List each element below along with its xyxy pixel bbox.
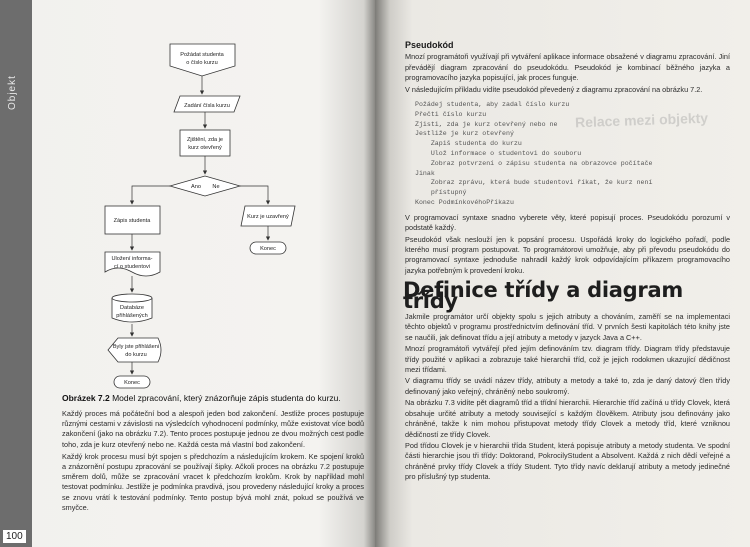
flowchart [100,36,300,396]
flow-start-line1: Požádat studenta [180,52,224,58]
example-intro: V následujícím příkladu vidíte pseudokód převedený z diagramu zpracování na obrázku 7.2. [405,84,703,94]
flow-start-node [170,44,235,76]
after-code-paragraph: V programovací syntaxe snadno vyberete věty, které popisují proces. Pseudokódu porozumí v podstatě každý. [405,212,730,233]
flow-check-line2: kurz otevřený [188,145,222,151]
flow-save-line2: cí o studentovi [113,264,151,270]
flow-confirm-node [108,338,161,362]
right-page-content [405,40,730,484]
flow-db-line1: Databáze [120,305,144,311]
left-paragraph: Každý krok procesu musí být spojen s předchozím a následujícím krokem. Ke spojení kroků a znázornění postupu zpracování se používají šipky. Ačkoli proces na obrázku 7.2 postupuje směrem dolů, může se zpracování vracet k předchozím krokům. Krok by například mohl testovat podmínku. Jestliže je podmínka pravdivá, jsou provedeny následující kroky a proces se znovu vrátí k testování podmínky. Tento postup bývá mohl znát, pokud se používá ve smyčce. [62,451,364,512]
section-paragraph: Pod třídou Clovek je v hierarchii třída Student, která popisuje atributy a metody studenta. Ve spodní části hierarchie jsou tři třídy: Doktorand, PokrocilyStudent a Absolvent. Každá z nich dědí veřejné a chráněné prvky třídy Clovek a třídy Student. Tyto třídy navíc deklarují atributy a metody jedinečné pro příslušný typ studenta. [405,440,730,482]
section-title: Definice třídy a diagram třídy [403,278,683,313]
caption-label: Obrázek 7.2 [62,393,110,403]
left-body-text [62,409,364,515]
code-line: Konec PodmínkovéhoPříkazu [415,199,514,206]
code-line: Zapiš studenta do kurzu [415,140,522,148]
side-tab [0,0,32,547]
flow-enroll-text: Zápis studenta [113,218,151,224]
section-paragraph: Na obrázku 7.3 vidíte pět diagramů tříd a třídní hierarchii. Hierarchie tříd začíná u třídy Clovek, která obsahuje určité atributy a metody související s každým člověkem. Atributy jsou definovány jako chráněné, takže k nim mohou přistupovat metody třídy Clovek a metody tříd, které vzniknou dědičností ze třídy Clovek. [405,398,730,439]
flow-decision-node [170,176,240,196]
pseudocode-block [415,100,730,208]
flow-end-right-text: Konec [260,246,276,252]
flow-save-node [105,252,160,276]
bleed-through-text: Relace mezi objekty [574,109,709,131]
code-line: Jinak [415,169,435,177]
section-paragraph: Jakmile programátor určí objekty spolu s jejich atributy a chováním, zaměří se na implementaci těchto objektů v programu prostřednictvím definování tříd. V prvních šesti kapitolách této knihy jste se naučili, jak definovat třídu a její atributy a metody v jazyck Java a C++. [405,312,730,342]
code-line: Požádej studenta, aby zadal číslo kurzu [415,101,570,109]
flow-end-bottom-node [114,376,150,388]
pseudocode-heading: Pseudokód [405,40,454,50]
program-paragraph: Pseudokód však neslouží jen k popsání procesu. Uspořádá kroky do logického pořadí, podle kterého musí program postupovat. To programátorovi umožňuje, aby při převodu pseudokódu do programovací syntaxe jednoduše nahradil každý krok odpovídajícím příkazem programovacího jazyka potřebným k provedení kroku. [405,234,730,275]
flow-closed-node [241,206,295,226]
flow-enroll-node [105,206,160,234]
flow-confirm-line2: do kurzu [125,352,147,358]
flow-check-line1: Zjištění, zda je [186,137,224,143]
section-paragraph: V diagramu třídy se uvádí název třídy, atributy a metody a také to, zda je daný datový člen třídy definovaný jako veřejný, chráněný nebo soukromý. [405,376,730,396]
pseudocode-intro: Mnozí programátoři využívají při vytváření aplikace informace obsažené v diagramu zpracování. Jiní převádějí diagram zpracování do pseudokódu. Pseudokód je kombinací běžného jazyka a programovacího jazyka popisující, jak proces funguje. [405,52,730,83]
side-label: Objekt [7,75,18,110]
caption-text: Model zpracování, který znázorňuje zápis studenta do kurzu. [109,393,341,403]
left-paragraph: Každý proces má počáteční bod a alespoň jeden bod zakončení. Jestliže proces postupuje různými cestami v závislosti na výsledcích vyhodnocení podmínky, může existovat více bodů zakončení (jako na obrázku 7.2). Tento proces postupuje jednou ze dvou možných cest podle toho, zda je kurz otevřený nebo ne. Každá cesta má vlastní bod zakončení. [62,409,364,449]
flow-db-line2: přihlášených [116,313,148,319]
flow-input-node [174,96,240,112]
flow-save-line1: Uložení informa- [111,256,153,262]
flow-confirm-line1: Byly jste přihlášeni [112,344,160,350]
code-line: Zjisti, zda je kurz otevřený nebo ne [415,120,558,128]
flow-end-bottom-text: Konec [124,380,140,386]
page-number: 100 [3,530,26,543]
code-line: Přečti číslo kurzu [415,110,487,118]
flow-input-text: Zadání čísla kurzu [184,103,230,109]
flow-end-right-node [250,242,286,254]
code-line: přístupný [415,189,467,197]
code-line: Zobraz zprávu, která bude studentovi říkat, že kurz není [415,179,653,187]
code-line: Zobraz potvrzení o zápisu studenta na obrazovce počítače [415,159,653,167]
flow-decision-yes: Ano [191,184,201,190]
flow-check-node [180,130,230,156]
flow-start-line2: o číslo kurzu [186,60,218,66]
code-line: Ulož informace o studentovi do souboru [415,150,582,158]
figure-caption [62,393,362,403]
flow-decision-no: Ne [212,184,220,190]
flow-db-node [112,294,152,322]
code-line: Jestliže je kurz otevřený [415,130,514,138]
flow-closed-text: Kurz je uzavřený [247,214,289,220]
section-paragraph: Mnozí programátoři vytvářejí před jejím definováním tzv. diagram třídy. Diagram třídy představuje třídy použité v aplikaci a zobrazuje také hierarchii tříd, což je jejich rodokmen ukazující dědičnost mezi třídami. [405,344,730,375]
